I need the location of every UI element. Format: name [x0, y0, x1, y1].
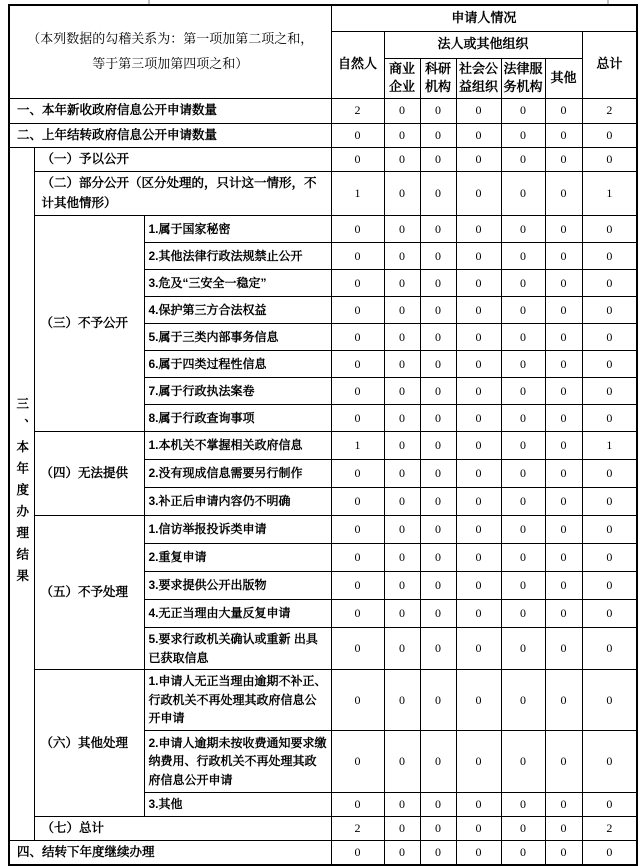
row-label: 4.无正当理由大量反复申请: [144, 600, 331, 628]
value-cell: 0: [420, 99, 456, 123]
value-cell: 0: [456, 378, 501, 405]
value-cell: 0: [420, 572, 456, 600]
value-cell: 0: [420, 270, 456, 297]
value-cell: 0: [420, 297, 456, 324]
value-cell: 0: [456, 793, 501, 817]
col-header-legal-service-org: 法律服务机构: [501, 58, 545, 99]
value-cell: 0: [501, 731, 545, 793]
value-cell: 0: [420, 793, 456, 817]
col-header-commercial-enterprise: 商业企业: [384, 58, 420, 99]
value-cell: 0: [331, 516, 384, 544]
value-cell: 0: [456, 628, 501, 670]
value-cell: 0: [545, 147, 582, 171]
value-cell: 0: [501, 270, 545, 297]
value-cell: 0: [331, 600, 384, 628]
value-cell: 0: [545, 841, 582, 866]
value-cell: 0: [501, 324, 545, 351]
value-cell: 0: [331, 544, 384, 572]
value-cell: 0: [545, 405, 582, 432]
value-cell: 0: [331, 841, 384, 866]
value-cell: 0: [545, 99, 582, 123]
value-cell: 0: [331, 147, 384, 171]
value-cell: 0: [501, 628, 545, 670]
value-cell: 0: [501, 147, 545, 171]
note-line-2: 等于第三项加第四项之和）: [92, 56, 249, 72]
value-cell: 0: [384, 324, 420, 351]
row-label: （七）总计: [34, 816, 331, 840]
value-cell: 0: [582, 460, 637, 488]
value-cell: 0: [582, 600, 637, 628]
value-cell: 0: [331, 378, 384, 405]
row-label: 5.属于三类内部事务信息: [144, 324, 331, 351]
value-cell: 0: [384, 793, 420, 817]
row-label: 1.本机关不掌握相关政府信息: [144, 432, 331, 460]
value-cell: 0: [582, 270, 637, 297]
value-cell: 0: [384, 297, 420, 324]
row-label: 6.属于四类过程性信息: [144, 351, 331, 378]
value-cell: 0: [501, 516, 545, 544]
value-cell: 0: [420, 324, 456, 351]
value-cell: 0: [331, 243, 384, 270]
value-cell: 0: [545, 460, 582, 488]
value-cell: 0: [582, 123, 637, 147]
table-head: [9, 5, 637, 99]
row-label: 3.补正后申请内容仍不明确: [144, 488, 331, 516]
row-label: 2.没有现成信息需要另行制作: [144, 460, 331, 488]
row-label: 3.危及“三安全一稳定”: [144, 270, 331, 297]
value-cell: 0: [456, 731, 501, 793]
row-label: 2.其他法律行政法规禁止公开: [144, 243, 331, 270]
value-cell: 0: [545, 731, 582, 793]
value-cell: 0: [501, 816, 545, 840]
table-body: [9, 99, 637, 866]
row-label: 8.属于行政查询事项: [144, 405, 331, 432]
value-cell: 0: [545, 351, 582, 378]
value-cell: 0: [456, 270, 501, 297]
value-cell: 0: [420, 147, 456, 171]
value-cell: 0: [420, 670, 456, 731]
value-cell: 0: [582, 324, 637, 351]
value-cell: 0: [331, 297, 384, 324]
row-label: 1.属于国家秘密: [144, 216, 331, 243]
value-cell: 0: [501, 460, 545, 488]
value-cell: 0: [456, 405, 501, 432]
value-cell: 0: [384, 378, 420, 405]
value-cell: 0: [582, 670, 637, 731]
value-cell: 0: [582, 544, 637, 572]
col-header-applicant-status: 申请人情况: [331, 5, 637, 31]
value-cell: 2: [331, 816, 384, 840]
value-cell: 0: [545, 488, 582, 516]
value-cell: 0: [420, 351, 456, 378]
value-cell: 0: [384, 99, 420, 123]
value-cell: 0: [420, 841, 456, 866]
value-cell: 0: [384, 405, 420, 432]
value-cell: 0: [331, 216, 384, 243]
category-label: （三）不予公开: [34, 216, 144, 432]
value-cell: 0: [384, 600, 420, 628]
value-cell: 0: [420, 123, 456, 147]
value-cell: 0: [456, 216, 501, 243]
value-cell: 0: [456, 816, 501, 840]
value-cell: 0: [501, 297, 545, 324]
value-cell: 0: [420, 816, 456, 840]
row-label: （一）予以公开: [34, 147, 331, 171]
value-cell: 0: [456, 572, 501, 600]
value-cell: 0: [420, 432, 456, 460]
value-cell: 0: [384, 628, 420, 670]
value-cell: 1: [331, 432, 384, 460]
value-cell: 0: [420, 460, 456, 488]
value-cell: 0: [384, 147, 420, 171]
value-cell: 0: [545, 544, 582, 572]
value-cell: 0: [545, 243, 582, 270]
value-cell: 0: [384, 270, 420, 297]
row-label: （二）部分公开（区分处理的，只计这一情形，不计其他情形）: [34, 172, 331, 216]
value-cell: 0: [456, 351, 501, 378]
value-cell: 0: [384, 460, 420, 488]
value-cell: 0: [582, 216, 637, 243]
value-cell: 0: [501, 432, 545, 460]
value-cell: 0: [501, 488, 545, 516]
row-label: 四、结转下年度继续办理: [9, 841, 331, 866]
value-cell: 0: [501, 405, 545, 432]
value-cell: 0: [331, 405, 384, 432]
row-label: 7.属于行政执法案卷: [144, 378, 331, 405]
value-cell: 0: [384, 123, 420, 147]
col-header-natural-person: 自然人: [331, 31, 384, 99]
value-cell: 1: [582, 432, 637, 460]
value-cell: 0: [501, 600, 545, 628]
value-cell: 1: [582, 172, 637, 216]
value-cell: 0: [545, 324, 582, 351]
value-cell: 0: [582, 572, 637, 600]
value-cell: 0: [384, 516, 420, 544]
value-cell: 0: [545, 816, 582, 840]
value-cell: 0: [331, 572, 384, 600]
col-header-total: 总计: [582, 31, 637, 99]
value-cell: 0: [331, 123, 384, 147]
col-header-social-welfare-org: 社会公益组织: [456, 58, 501, 99]
value-cell: 0: [582, 147, 637, 171]
value-cell: 0: [331, 793, 384, 817]
value-cell: 0: [384, 670, 420, 731]
row-label: 1.信访举报投诉类申请: [144, 516, 331, 544]
value-cell: 0: [582, 378, 637, 405]
reconciliation-note: [9, 5, 331, 99]
value-cell: 0: [456, 841, 501, 866]
value-cell: 0: [331, 731, 384, 793]
value-cell: 0: [384, 816, 420, 840]
value-cell: 0: [456, 432, 501, 460]
value-cell: 0: [456, 147, 501, 171]
value-cell: 0: [420, 405, 456, 432]
value-cell: 0: [456, 324, 501, 351]
category-label: （五）不予处理: [34, 516, 144, 670]
value-cell: 0: [384, 488, 420, 516]
value-cell: 0: [420, 216, 456, 243]
value-cell: 0: [384, 841, 420, 866]
value-cell: 0: [501, 572, 545, 600]
value-cell: 0: [545, 270, 582, 297]
value-cell: 0: [501, 351, 545, 378]
value-cell: 0: [331, 270, 384, 297]
value-cell: 0: [331, 324, 384, 351]
value-cell: 0: [545, 793, 582, 817]
value-cell: 0: [456, 172, 501, 216]
value-cell: 0: [420, 628, 456, 670]
row-label: 5.要求行政机关确认或重新 出具已获取信息: [144, 628, 331, 670]
value-cell: 0: [501, 99, 545, 123]
value-cell: 0: [545, 123, 582, 147]
value-cell: 0: [420, 600, 456, 628]
value-cell: 0: [545, 432, 582, 460]
value-cell: 0: [545, 628, 582, 670]
value-cell: 0: [545, 172, 582, 216]
value-cell: 0: [331, 488, 384, 516]
value-cell: 0: [331, 460, 384, 488]
value-cell: 0: [545, 600, 582, 628]
value-cell: 0: [582, 243, 637, 270]
value-cell: 0: [420, 544, 456, 572]
value-cell: 0: [501, 544, 545, 572]
value-cell: 0: [501, 243, 545, 270]
value-cell: 0: [420, 243, 456, 270]
value-cell: 0: [501, 216, 545, 243]
category-label: （四）无法提供: [34, 432, 144, 516]
row-label: 2.申请人逾期未按收费通知要求缴纳费用、行政机关不再处理其政府信息公开申请: [144, 731, 331, 793]
value-cell: 0: [545, 670, 582, 731]
category-label: （六）其他处理: [34, 670, 144, 816]
row-label: 4.保护第三方合法权益: [144, 297, 331, 324]
value-cell: 0: [582, 488, 637, 516]
row-label: 二、上年结转政府信息公开申请数量: [9, 123, 331, 147]
value-cell: 0: [456, 488, 501, 516]
value-cell: 1: [331, 172, 384, 216]
value-cell: 0: [582, 841, 637, 866]
value-cell: 0: [420, 378, 456, 405]
value-cell: 0: [456, 544, 501, 572]
value-cell: 0: [456, 243, 501, 270]
value-cell: 0: [501, 793, 545, 817]
value-cell: 0: [456, 670, 501, 731]
section-label-vertical: 三、本年度办理结果: [9, 147, 34, 840]
value-cell: 0: [582, 793, 637, 817]
value-cell: 0: [384, 731, 420, 793]
row-label: 1.申请人无正当理由逾期不补正、行政机关不再处理其政府信息公开申请: [144, 670, 331, 731]
value-cell: 0: [331, 628, 384, 670]
value-cell: 0: [456, 297, 501, 324]
value-cell: 0: [545, 297, 582, 324]
row-label: 2.重复申请: [144, 544, 331, 572]
value-cell: 2: [331, 99, 384, 123]
note-line-1: （本列数据的勾稽关系为：第一项加第二项之和，: [27, 31, 314, 47]
value-cell: 0: [582, 351, 637, 378]
value-cell: 0: [384, 243, 420, 270]
value-cell: 0: [545, 572, 582, 600]
value-cell: 0: [384, 572, 420, 600]
value-cell: 0: [420, 172, 456, 216]
value-cell: 0: [384, 432, 420, 460]
value-cell: 0: [384, 172, 420, 216]
value-cell: 0: [384, 544, 420, 572]
value-cell: 0: [501, 123, 545, 147]
col-header-legal-or-other-org: 法人或其他组织: [384, 31, 582, 58]
value-cell: 0: [456, 123, 501, 147]
col-header-research-institution: 科研机构: [420, 58, 456, 99]
value-cell: 2: [582, 816, 637, 840]
value-cell: 0: [331, 670, 384, 731]
value-cell: 2: [582, 99, 637, 123]
row-label: 3.其他: [144, 793, 331, 817]
value-cell: 0: [501, 841, 545, 866]
value-cell: 0: [501, 670, 545, 731]
value-cell: 0: [331, 351, 384, 378]
value-cell: 0: [501, 172, 545, 216]
col-header-other-org: 其他: [545, 58, 582, 99]
value-cell: 0: [456, 99, 501, 123]
value-cell: 0: [582, 297, 637, 324]
value-cell: 0: [384, 351, 420, 378]
value-cell: 0: [456, 516, 501, 544]
value-cell: 0: [582, 731, 637, 793]
value-cell: 0: [582, 405, 637, 432]
row-label: 3.要求提供公开出版物: [144, 572, 331, 600]
value-cell: 0: [456, 460, 501, 488]
value-cell: 0: [420, 731, 456, 793]
value-cell: 0: [501, 378, 545, 405]
value-cell: 0: [582, 628, 637, 670]
disclosure-application-table: [8, 4, 638, 866]
value-cell: 0: [582, 516, 637, 544]
value-cell: 0: [545, 516, 582, 544]
value-cell: 0: [545, 216, 582, 243]
value-cell: 0: [420, 488, 456, 516]
value-cell: 0: [384, 216, 420, 243]
value-cell: 0: [456, 600, 501, 628]
value-cell: 0: [545, 378, 582, 405]
row-label: 一、本年新收政府信息公开申请数量: [9, 99, 331, 123]
value-cell: 0: [420, 516, 456, 544]
